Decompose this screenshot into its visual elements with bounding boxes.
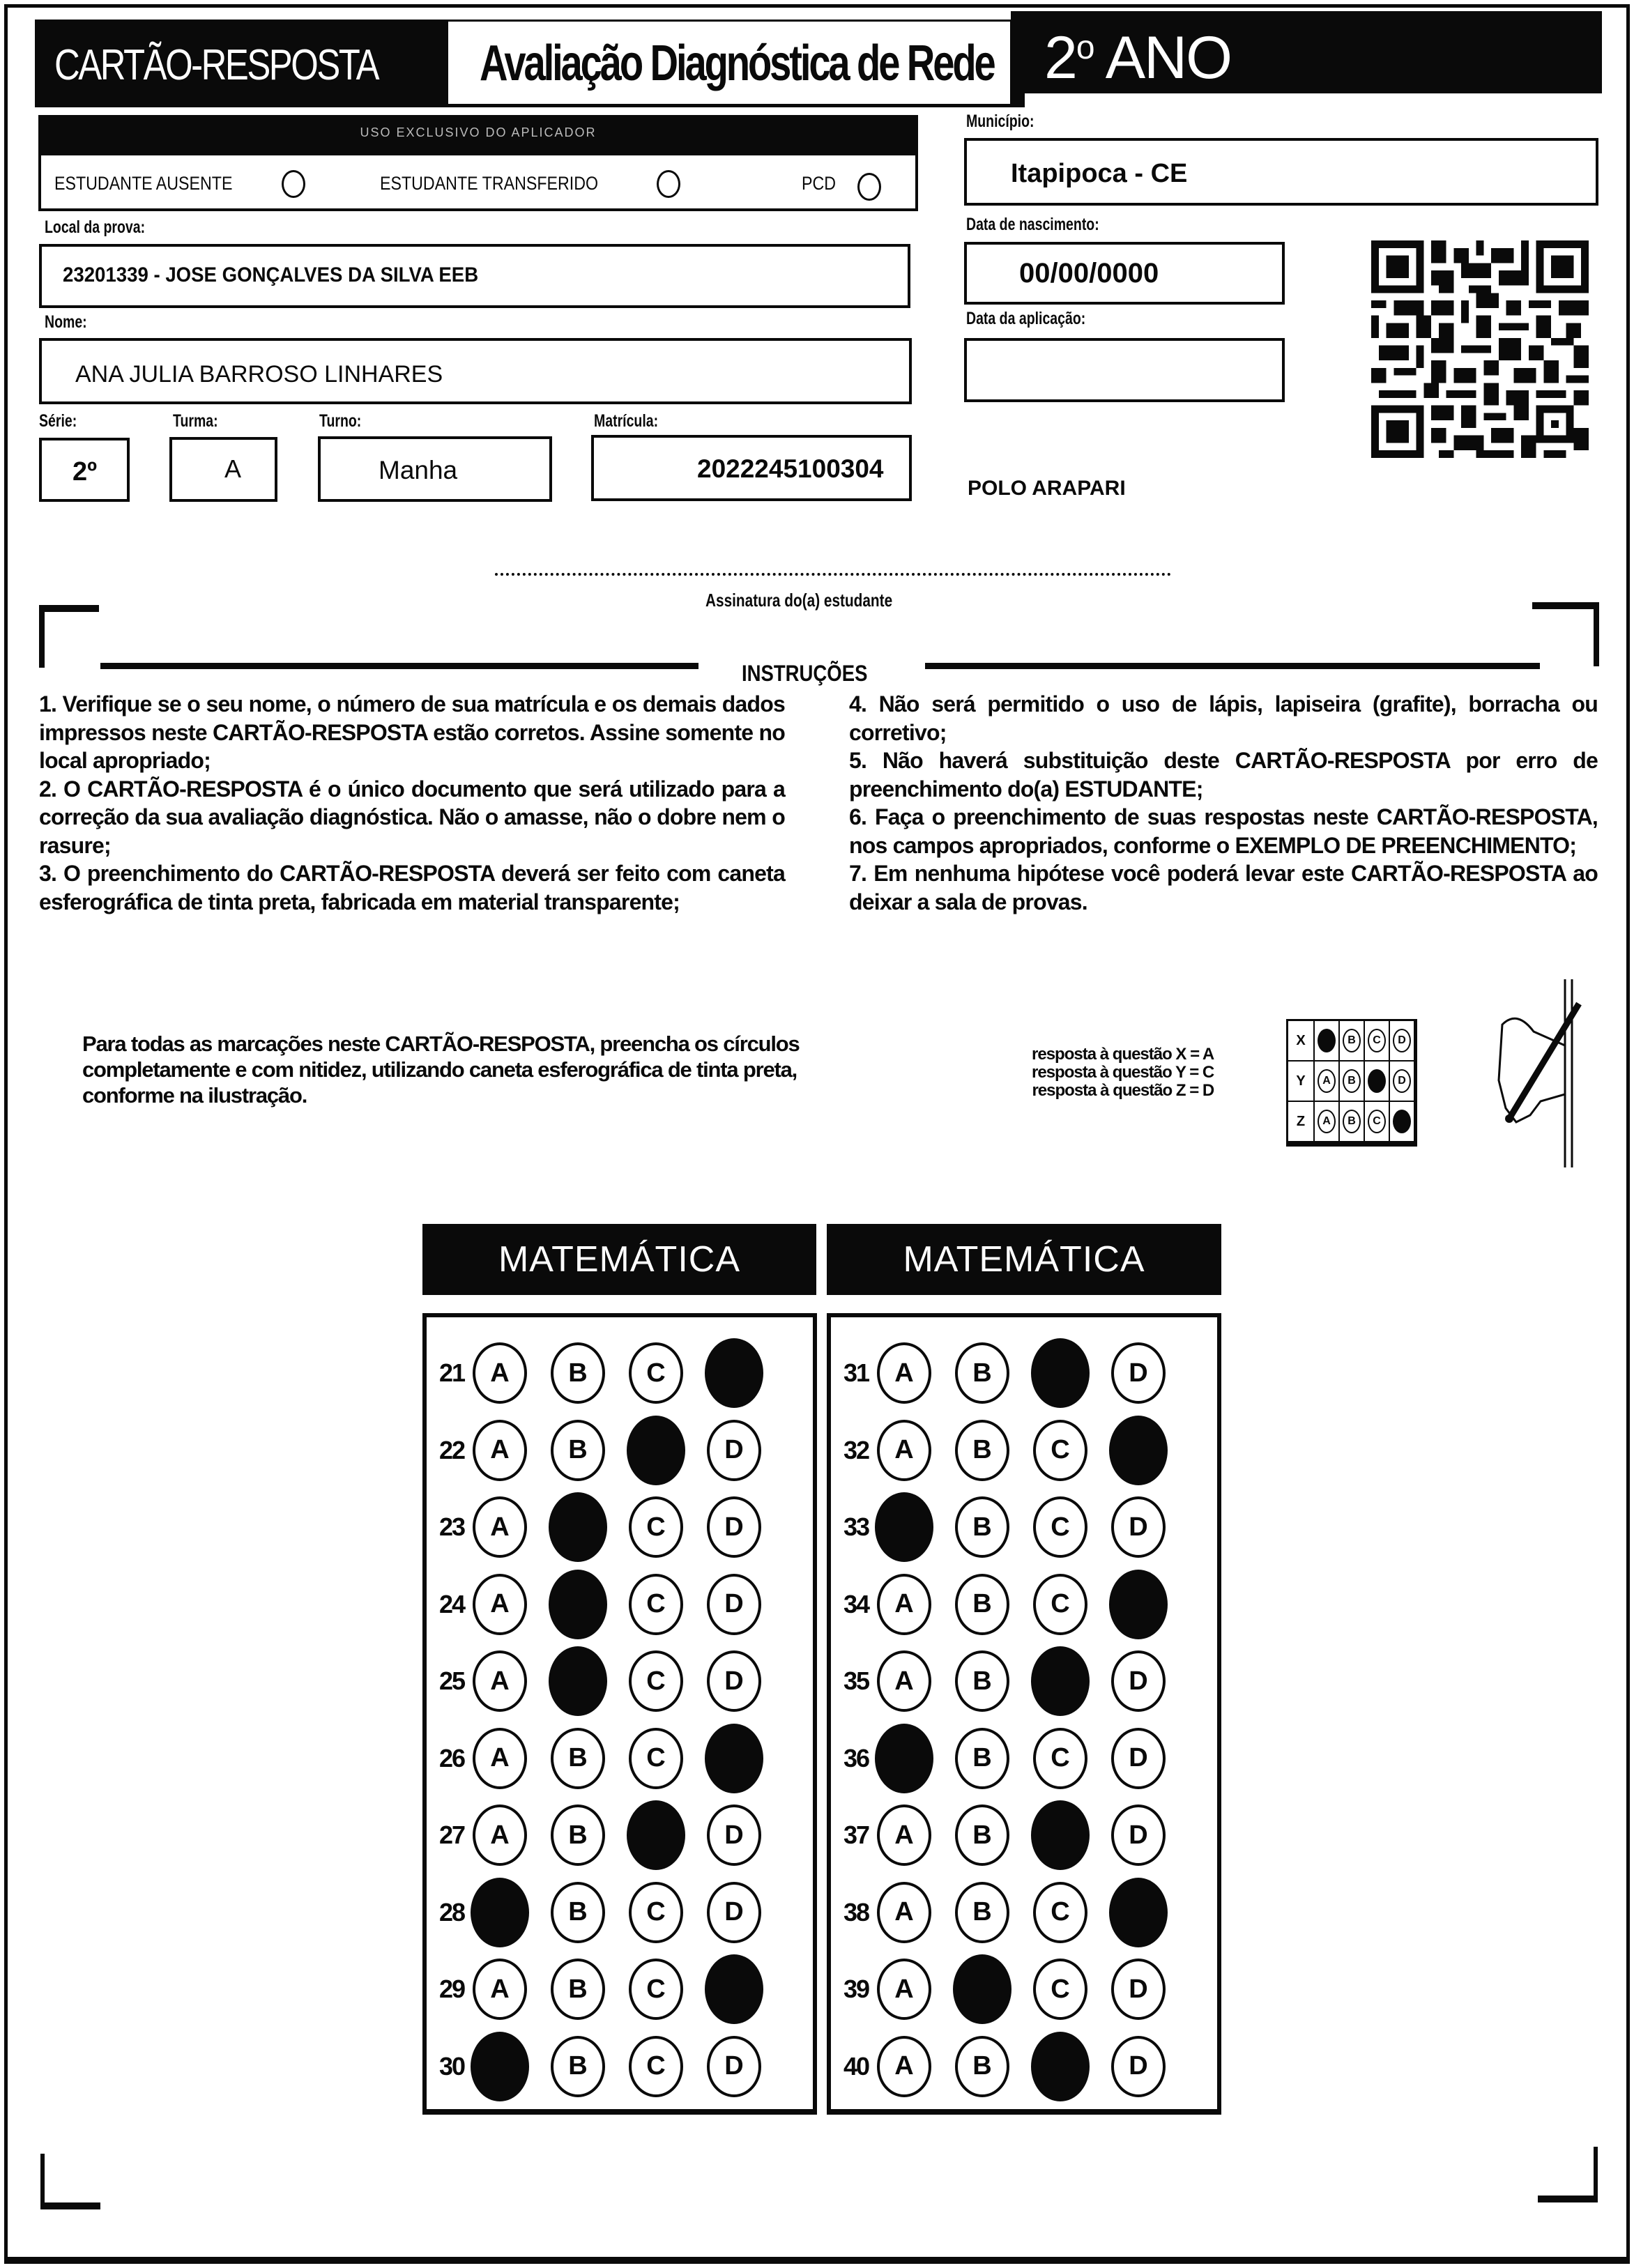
example-cell (1365, 1062, 1390, 1102)
answer-bubble-c[interactable]: C (1033, 1959, 1087, 2020)
nome-value: ANA JULIA BARROSO LINHARES (75, 361, 443, 388)
question-number: 38 (843, 1897, 869, 1926)
example-cell (1340, 1062, 1365, 1102)
municipio-value: Itapipoca - CE (1011, 159, 1188, 188)
answer-row (439, 1416, 785, 1485)
hand-pen-icon (1481, 976, 1593, 1171)
local-prova-label: Local da prova: (45, 217, 146, 237)
answer-row (843, 1954, 1189, 2024)
answer-bubble-c[interactable]: C (1033, 1496, 1087, 1558)
example-cell (1315, 1102, 1340, 1142)
answer-grid-2 (827, 1313, 1221, 2115)
question-number: 27 (439, 1821, 465, 1849)
legend-item: resposta à questão Z = D (1032, 1081, 1214, 1100)
instruction-item: 3. O preenchimento do CARTÃO-RESPOSTA deverá ser feito com caneta esferográfica de tinta preta, fabricada em material transparente; (39, 861, 785, 914)
example-cell (1365, 1021, 1390, 1062)
answer-bubble-d[interactable]: D (707, 1650, 761, 1712)
question-number: 39 (843, 1975, 869, 2003)
legend-item: resposta à questão X = A (1032, 1045, 1214, 1064)
fill-example-grid (1286, 1019, 1417, 1147)
corner-marker-top-right (1532, 602, 1599, 666)
matricula-value: 2022245100304 (697, 454, 884, 483)
pcd-radio[interactable] (857, 173, 881, 201)
card-label: CARTÃO-RESPOSTA (54, 41, 379, 89)
answer-bubble-d[interactable]: D (1111, 1342, 1166, 1404)
question-number: 21 (439, 1358, 465, 1387)
answer-row (439, 1492, 785, 1562)
answer-bubble-filled-b[interactable] (549, 1646, 607, 1716)
answer-bubble-d[interactable]: D (707, 1882, 761, 1943)
answer-bubble-b[interactable]: B (955, 2036, 1009, 2097)
answer-bubble-d[interactable]: D (707, 1574, 761, 1635)
answer-row (439, 1800, 785, 1870)
answer-bubble-b[interactable]: B (955, 1496, 1009, 1558)
answer-bubble-c[interactable]: C (629, 1882, 683, 1943)
answer-bubble-filled-b[interactable] (549, 1570, 607, 1639)
example-bubble: C (1368, 1029, 1386, 1052)
answer-row (843, 1878, 1189, 1947)
subject-header-2: MATEMÁTICA (827, 1224, 1221, 1295)
answer-bubble-d[interactable]: D (1111, 2036, 1166, 2097)
instructions-rule-left (100, 663, 698, 669)
answer-bubble-a[interactable]: A (877, 1342, 931, 1404)
answer-bubble-c[interactable]: C (629, 1342, 683, 1404)
answer-bubble-a[interactable]: A (473, 1728, 527, 1789)
answer-bubble-b[interactable]: B (955, 1574, 1009, 1635)
turma-label: Turma: (173, 411, 218, 431)
instruction-item: 2. O CARTÃO-RESPOSTA é o único documento que será utilizado para a correção da sua avaliação diagnóstica. Não o amasse, não o dobre nem o rasure; (39, 776, 785, 858)
answer-bubble-filled-d[interactable] (705, 1338, 763, 1408)
instruction-item: 7. Em nenhuma hipótese você poderá levar este CARTÃO-RESPOSTA ao deixar a sala de provas. (849, 861, 1598, 914)
answer-bubble-b[interactable]: B (955, 1805, 1009, 1866)
answer-bubble-d[interactable]: D (707, 1805, 761, 1866)
example-cell (1340, 1021, 1365, 1062)
answer-bubble-a[interactable]: A (877, 1574, 931, 1635)
answer-row (439, 2032, 785, 2101)
instruction-item: 4. Não será permitido o uso de lápis, lapiseira (grafite), borracha ou corretivo; (849, 691, 1598, 745)
turno-label: Turno: (319, 411, 362, 431)
answer-bubble-d[interactable]: D (1111, 1650, 1166, 1712)
turno-value: Manha (379, 456, 458, 484)
polo-label: POLO ARAPARI (968, 477, 1126, 500)
example-bubble: D (1393, 1029, 1411, 1052)
question-number: 26 (439, 1743, 465, 1772)
example-bubble-filled (1318, 1029, 1336, 1052)
question-number: 25 (439, 1666, 465, 1695)
example-question-label: X (1288, 1021, 1315, 1062)
question-number: 35 (843, 1666, 869, 1695)
answer-bubble-b[interactable]: B (551, 1805, 605, 1866)
example-bubble: B (1343, 1110, 1361, 1133)
question-number: 30 (439, 2051, 465, 2081)
answer-bubble-c[interactable]: C (629, 1650, 683, 1712)
example-cell (1315, 1062, 1340, 1102)
instructions-title: INSTRUÇÕES (742, 661, 868, 686)
signature-label: Assinatura do(a) estudante (705, 590, 893, 611)
example-bubble: A (1318, 1110, 1336, 1133)
municipio-label: Município: (966, 112, 1034, 131)
corner-marker-top-left (39, 605, 99, 668)
answer-bubble-b[interactable]: B (955, 1882, 1009, 1943)
example-cell (1390, 1102, 1415, 1142)
answer-row (439, 1878, 785, 1947)
answer-bubble-a[interactable]: A (877, 1882, 931, 1943)
example-bubble: B (1343, 1069, 1361, 1093)
answer-bubble-b[interactable]: B (551, 1728, 605, 1789)
answer-bubble-c[interactable]: C (1033, 1420, 1087, 1481)
answer-bubble-b[interactable]: B (551, 1959, 605, 2020)
example-bubble-filled (1368, 1069, 1386, 1093)
instruction-item: 6. Faça o preenchimento de suas respostas neste CARTÃO-RESPOSTA, nos campos apropriados, conforme o EXEMPLO DE PREENCHIMENTO; (849, 804, 1598, 858)
question-number: 34 (843, 1589, 869, 1618)
answer-bubble-filled-a[interactable] (471, 1878, 529, 1947)
answer-bubble-a[interactable]: A (473, 1420, 527, 1481)
applicator-banner-text: USO EXCLUSIVO DO APLICADOR (360, 125, 597, 139)
serie-value: 2º (72, 457, 98, 486)
answer-bubble-b[interactable]: B (955, 1420, 1009, 1481)
fill-instruction-text: Para todas as marcações neste CARTÃO-RESPOSTA, preencha os círculos completamente e com nitidez, utilizando caneta esferográfica de tinta preta, conforme na ilustração. (82, 1032, 800, 1108)
corner-marker-bottom-right (1538, 2147, 1598, 2202)
answer-bubble-filled-a[interactable] (875, 1492, 933, 1562)
answer-bubble-c[interactable]: C (629, 1574, 683, 1635)
answer-row (843, 1724, 1189, 1793)
answer-bubble-d[interactable]: D (1111, 1805, 1166, 1866)
question-number: 22 (439, 1435, 465, 1464)
instructions-left-column (39, 690, 785, 916)
answer-bubble-filled-d[interactable] (705, 1724, 763, 1793)
question-number: 33 (843, 1512, 869, 1541)
answer-bubble-filled-c[interactable] (1031, 1646, 1090, 1716)
answer-bubble-a[interactable]: A (877, 2036, 931, 2097)
question-number: 31 (843, 1358, 869, 1387)
answer-bubble-b[interactable]: B (551, 1420, 605, 1481)
example-bubble-filled (1393, 1110, 1411, 1133)
answer-bubble-a[interactable]: A (877, 1805, 931, 1866)
answer-bubble-d[interactable]: D (1111, 1959, 1166, 2020)
answer-row (439, 1724, 785, 1793)
answer-row (843, 1800, 1189, 1870)
instruction-item: 5. Não haverá substituição deste CARTÃO-RESPOSTA por erro de preenchimento do(a) ESTUDANTE; (849, 748, 1598, 802)
matricula-label: Matrícula: (594, 411, 659, 431)
turma-value: A (224, 454, 242, 483)
answer-bubble-a[interactable]: A (877, 1420, 931, 1481)
question-number: 32 (843, 1435, 869, 1464)
answer-bubble-a[interactable]: A (473, 1805, 527, 1866)
signature-line[interactable] (495, 573, 1171, 576)
answer-row (439, 1338, 785, 1408)
instructions-right-column (849, 690, 1598, 916)
answer-bubble-b[interactable]: B (955, 1342, 1009, 1404)
grade-label: 2$^o$ ANO (1044, 24, 1232, 91)
answer-bubble-filled-a[interactable] (471, 2032, 529, 2101)
aplicacao-label: Data da aplicação: (966, 309, 1086, 328)
nascimento-label: Data de nascimento: (966, 215, 1099, 234)
answer-bubble-b[interactable]: B (551, 1882, 605, 1943)
answer-bubble-filled-c[interactable] (627, 1416, 685, 1485)
answer-bubble-b[interactable]: B (955, 1728, 1009, 1789)
answer-bubble-filled-d[interactable] (1109, 1878, 1168, 1947)
answer-bubble-a[interactable]: A (877, 1650, 931, 1712)
example-cell (1390, 1021, 1415, 1062)
answer-bubble-filled-d[interactable] (1109, 1416, 1168, 1485)
answer-row (843, 1646, 1189, 1716)
answer-bubble-d[interactable]: D (707, 1496, 761, 1558)
answer-bubble-filled-c[interactable] (627, 1800, 685, 1870)
answer-bubble-filled-b[interactable] (953, 1954, 1011, 2024)
answer-bubble-filled-c[interactable] (1031, 1338, 1090, 1408)
example-cell (1365, 1102, 1390, 1142)
answer-bubble-a[interactable]: A (473, 1342, 527, 1404)
answer-bubble-filled-c[interactable] (1031, 1800, 1090, 1870)
serie-label: Série: (39, 411, 77, 431)
answer-bubble-filled-d[interactable] (705, 1954, 763, 2024)
answer-bubble-d[interactable]: D (1111, 1728, 1166, 1789)
instructions-rule-right (925, 663, 1540, 669)
nome-label: Nome: (45, 312, 87, 332)
answer-row (439, 1954, 785, 2024)
answer-bubble-b[interactable]: B (551, 2036, 605, 2097)
legend-item: resposta à questão Y = C (1032, 1063, 1214, 1082)
example-bubble: C (1368, 1110, 1386, 1133)
answer-bubble-c[interactable]: C (629, 1959, 683, 2020)
answer-bubble-a[interactable]: A (473, 1959, 527, 2020)
answer-bubble-c[interactable]: C (1033, 1574, 1087, 1635)
question-number: 37 (843, 1821, 869, 1849)
page-title: Avaliação Diagnóstica de Rede (480, 36, 994, 91)
corner-marker-bottom-left (40, 2154, 100, 2209)
transferred-label: ESTUDANTE TRANSFERIDO (380, 173, 599, 194)
answer-bubble-c[interactable]: C (629, 2036, 683, 2097)
answer-bubble-c[interactable]: C (629, 1496, 683, 1558)
question-number: 40 (843, 2051, 869, 2081)
question-number: 23 (439, 1512, 465, 1541)
local-prova-value: 23201339 - JOSE GONÇALVES DA SILVA EEB (63, 263, 479, 286)
nascimento-value: 00/00/0000 (1019, 258, 1159, 289)
answer-row (439, 1570, 785, 1639)
question-number: 28 (439, 1897, 465, 1926)
instruction-item: 1. Verifique se o seu nome, o número de sua matrícula e os demais dados impressos neste CARTÃO-RESPOSTA estão corretos. Assine somente no local apropriado; (39, 691, 785, 773)
answer-bubble-a[interactable]: A (877, 1959, 931, 2020)
answer-bubble-filled-b[interactable] (549, 1492, 607, 1562)
question-number: 24 (439, 1589, 465, 1618)
answer-bubble-d[interactable]: D (1111, 1496, 1166, 1558)
example-bubble: B (1343, 1029, 1361, 1052)
question-number: 29 (439, 1975, 465, 2003)
example-bubble: A (1318, 1069, 1336, 1093)
absent-radio[interactable] (282, 170, 305, 198)
aplicacao-field (964, 338, 1285, 402)
answer-bubble-d[interactable]: D (707, 2036, 761, 2097)
answer-row (843, 1416, 1189, 1485)
turma-field (169, 437, 277, 502)
answer-grid-1 (422, 1313, 817, 2115)
example-cell (1340, 1102, 1365, 1142)
answer-row (843, 1570, 1189, 1639)
subject-header-1: MATEMÁTICA (422, 1224, 816, 1295)
example-cell (1390, 1062, 1415, 1102)
answer-bubble-filled-c[interactable] (1031, 2032, 1090, 2101)
question-number: 36 (843, 1743, 869, 1772)
answer-bubble-filled-a[interactable] (875, 1724, 933, 1793)
answer-bubble-a[interactable]: A (473, 1650, 527, 1712)
answer-bubble-a[interactable]: A (473, 1496, 527, 1558)
example-bubble: D (1393, 1069, 1411, 1093)
answer-row (439, 1646, 785, 1716)
example-cell (1315, 1021, 1340, 1062)
example-question-label: Y (1288, 1062, 1315, 1102)
answer-bubble-filled-d[interactable] (1109, 1570, 1168, 1639)
answer-row (843, 2032, 1189, 2101)
answer-bubble-d[interactable]: D (707, 1420, 761, 1481)
answer-bubble-c[interactable]: C (1033, 1882, 1087, 1943)
fill-example-legend (1032, 1045, 1214, 1100)
qr-code-icon (1370, 240, 1590, 458)
absent-label: ESTUDANTE AUSENTE (54, 173, 233, 194)
answer-bubble-c[interactable]: C (629, 1728, 683, 1789)
transferred-radio[interactable] (657, 170, 680, 198)
answer-bubble-b[interactable]: B (551, 1342, 605, 1404)
answer-row (843, 1492, 1189, 1562)
answer-bubble-b[interactable]: B (955, 1650, 1009, 1712)
example-question-label: Z (1288, 1102, 1315, 1142)
pcd-label: PCD (802, 173, 837, 194)
answer-bubble-a[interactable]: A (473, 1574, 527, 1635)
answer-row (843, 1338, 1189, 1408)
answer-bubble-c[interactable]: C (1033, 1728, 1087, 1789)
